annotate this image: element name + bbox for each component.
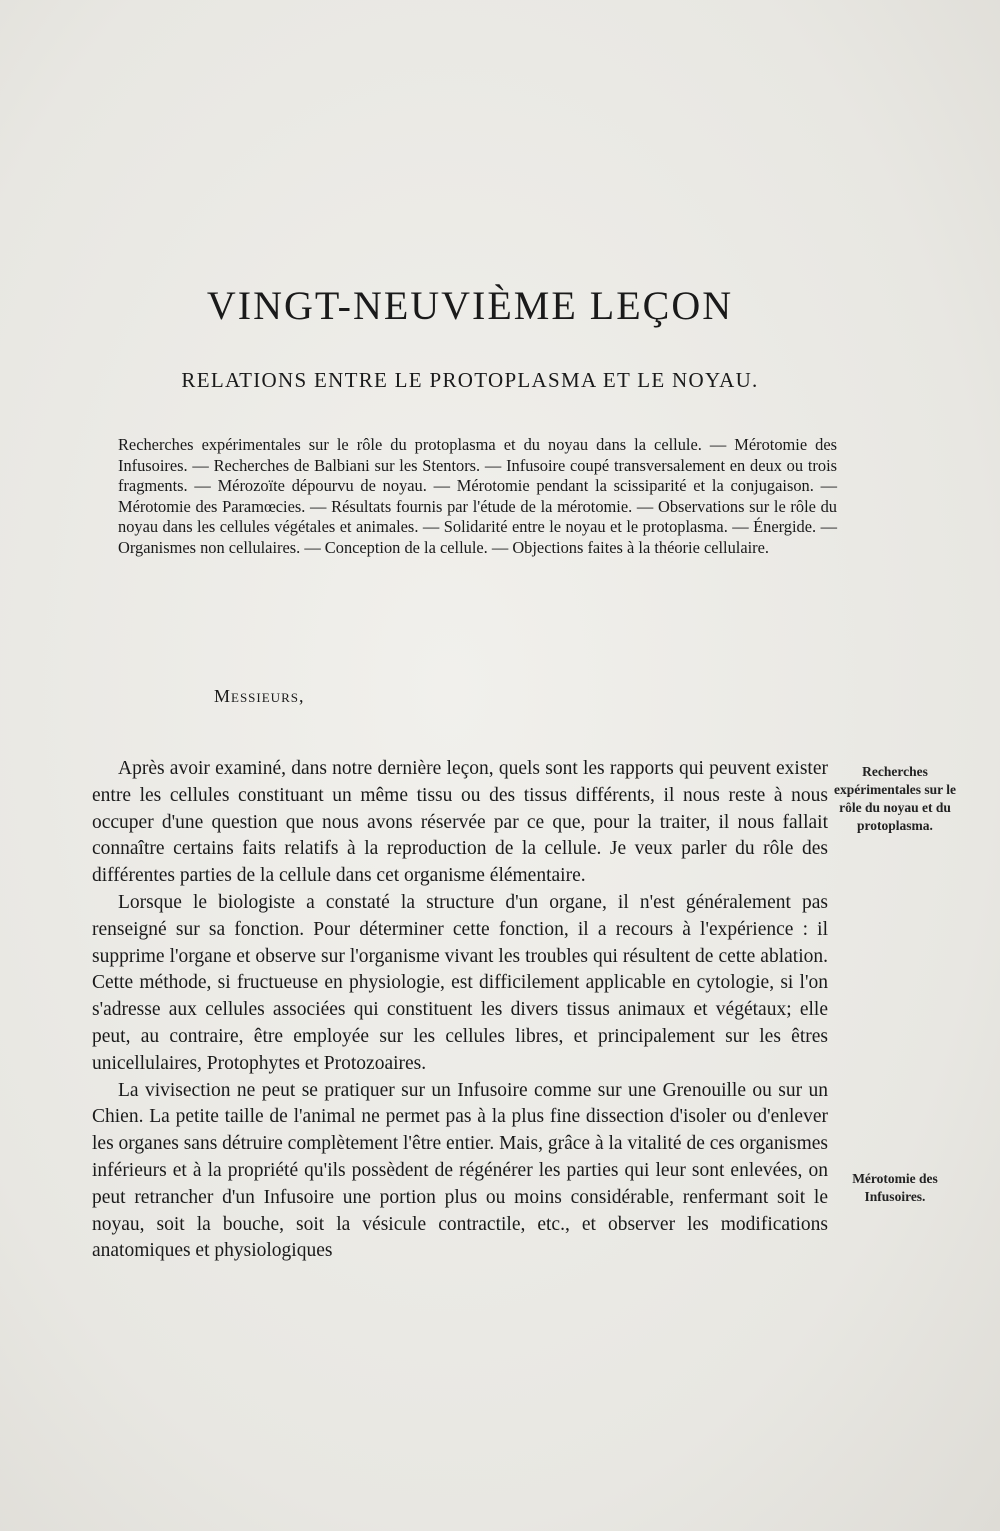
chapter-summary: Recherches expérimentales sur le rôle du protoplasma et du noyau dans la cellule. — Mérotomie des Infusoires. — Recherches de Balbiani sur les Stentors. — Infusoire coupé transversalement en deux ou trois fragments. — Mérozoïte dépourvu de noyau. — Mérotomie pendant la scissiparité et la conjugaison. — Mérotomie des Paramœcies. — Résultats fournis par l'étude de la mérotomie. — Observations sur le rôle du noyau dans les cellules végétales et animales. — Solidarité entre le noyau et le protoplasma. — Énergide. — Organismes non cellulaires. — Conception de la cellule. — Objections faites à la théorie cellulaire.: [118, 435, 837, 557]
lesson-subtitle: RELATIONS ENTRE LE PROTOPLASMA ET LE NOYAU.: [181, 368, 759, 392]
lesson-title: VINGT-NEUVIÈME LEÇON: [206, 283, 734, 328]
salutation: Messieurs,: [214, 686, 305, 706]
paragraph: Après avoir examiné, dans notre dernière leçon, quels sont les rapports qui peuvent exister entre les cellules constituant un même tissu ou des tissus différents, il nous reste à nous occuper d'une question que nous avons réservée par ce que, pour la traiter, il nous fallait connaître certains faits relatifs à la reproduction de la cellule. Je veux parler du rôle des différentes parties de la cellule dans cet organisme élémentaire.: [92, 758, 828, 887]
paragraph: La vivisection ne peut se pratiquer sur un Infusoire comme sur une Grenouille ou sur un Chien. La petite taille de l'animal ne permet pas à la plus fine dissection d'isoler ou d'enlever les organes sans détruire complètement l'être entier. Mais, grâce à la vitalité de ces organismes inférieurs et à la propriété qu'ils possèdent de régénérer les parties qui leur sont enlevées, on peut retrancher d'un Infusoire une portion plus ou moins considérable, renfermant soit le noyau, soit la bouche, soit la vésicule contractile, etc., et observer les modifications anatomiques et physiologiques: [92, 1079, 828, 1262]
margin-note-merotomie: Mérotomie des Infusoires.: [852, 1171, 938, 1204]
margin-note-recherches: Recherches expérimentales sur le rôle du noyau et du protoplasma.: [834, 764, 956, 833]
paragraph: Lorsque le biologiste a constaté la structure d'un organe, il n'est généralement pas renseigné sur sa fonction. Pour déterminer cette fonction, il a recours à l'expérience : il supprime l'organe et observe sur l'organisme vivant les troubles qui résultent de cette ablation. Cette méthode, si fructueuse en physiologie, est difficilement applicable en cytologie, si l'on s'adresse aux cellules associées qui constituent les divers tissus animaux et végétaux; elle peut, au contraire, être employée sur les cellules libres, et principalement sur les êtres unicellulaires, Protophytes et Protozoaires.: [92, 891, 828, 1074]
body-text: [92, 756, 828, 1265]
